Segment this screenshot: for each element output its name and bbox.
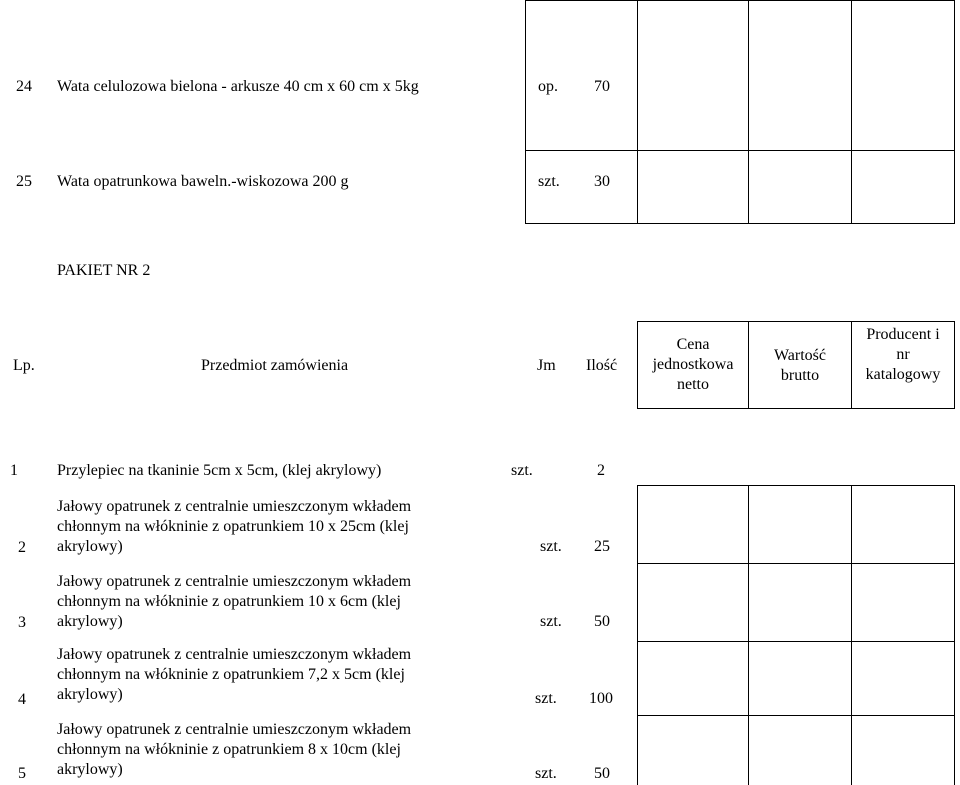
grid-line bbox=[637, 485, 638, 785]
grid-line bbox=[637, 715, 955, 716]
grid-line bbox=[954, 485, 955, 785]
row-unit: szt. bbox=[540, 613, 562, 630]
row-qty: 30 bbox=[594, 173, 610, 190]
grid-line bbox=[748, 485, 749, 785]
row-qty: 70 bbox=[594, 78, 610, 95]
header-item: Przedmiot zamówienia bbox=[201, 357, 349, 374]
row-lp: 5 bbox=[18, 765, 26, 782]
row-unit: szt. bbox=[540, 538, 562, 555]
header-producer: Producent i nr katalogowy bbox=[865, 326, 941, 383]
row-unit: szt. bbox=[511, 462, 533, 479]
grid-line bbox=[525, 223, 955, 224]
row-qty: 25 bbox=[594, 538, 610, 555]
row-qty: 2 bbox=[597, 462, 605, 479]
grid-line bbox=[525, 150, 955, 151]
grid-line bbox=[637, 563, 955, 564]
row-unit: szt. bbox=[535, 690, 557, 707]
row-unit: op. bbox=[538, 78, 558, 95]
header-unit: Jm bbox=[537, 357, 556, 374]
grid-line bbox=[851, 0, 852, 224]
row-unit: szt. bbox=[535, 765, 557, 782]
header-price: Cena jednostkowa netto bbox=[652, 336, 734, 393]
grid-line bbox=[637, 641, 955, 642]
grid-line bbox=[637, 408, 955, 409]
grid-line bbox=[525, 0, 526, 224]
row-unit: szt. bbox=[538, 173, 560, 190]
grid-line bbox=[637, 0, 638, 224]
grid-line bbox=[954, 0, 955, 224]
header-lp: Lp. bbox=[13, 357, 35, 374]
row-item: Wata celulozowa bielona - arkusze 40 cm x 60 cm x 5kg bbox=[57, 78, 419, 95]
grid-line bbox=[954, 321, 955, 409]
grid-line bbox=[748, 0, 749, 224]
grid-line bbox=[851, 485, 852, 785]
grid-line bbox=[637, 485, 955, 486]
row-lp: 25 bbox=[16, 173, 32, 190]
header-qty: Ilość bbox=[586, 357, 618, 374]
row-qty: 50 bbox=[594, 765, 610, 782]
row-item: Jałowy opatrunek z centralnie umieszczonym wkładem chłonnym na włókninie z opatrunkiem 10 x 25cm (klej akrylowy) bbox=[57, 498, 412, 555]
row-lp: 2 bbox=[18, 539, 26, 556]
header-value: Wartość brutto bbox=[773, 347, 827, 384]
row-item: Jałowy opatrunek z centralnie umieszczonym wkładem chłonnym na włókninie z opatrunkiem 7,2 x 5cm (klej akrylowy) bbox=[57, 646, 412, 703]
row-item: Jałowy opatrunek z centralnie umieszczonym wkładem chłonnym na włókninie z opatrunkiem 10 x 6cm (klej akrylowy) bbox=[57, 573, 412, 630]
row-item: Wata opatrunkowa baweln.-wiskozowa 200 g bbox=[57, 173, 349, 190]
grid-line bbox=[525, 0, 955, 1]
row-lp: 4 bbox=[18, 691, 26, 708]
row-qty: 50 bbox=[594, 613, 610, 630]
row-item: Jałowy opatrunek z centralnie umieszczonym wkładem chłonnym na włókninie z opatrunkiem 8 x 10cm (klej akrylowy) bbox=[57, 721, 412, 778]
row-item: Przylepiec na tkaninie 5cm x 5cm, (klej akrylowy) bbox=[57, 462, 382, 479]
row-lp: 24 bbox=[16, 78, 32, 95]
package-title: PAKIET NR 2 bbox=[57, 262, 151, 279]
row-lp: 3 bbox=[18, 614, 26, 631]
grid-line bbox=[637, 321, 955, 322]
row-qty: 100 bbox=[589, 690, 613, 707]
row-lp: 1 bbox=[10, 462, 18, 479]
